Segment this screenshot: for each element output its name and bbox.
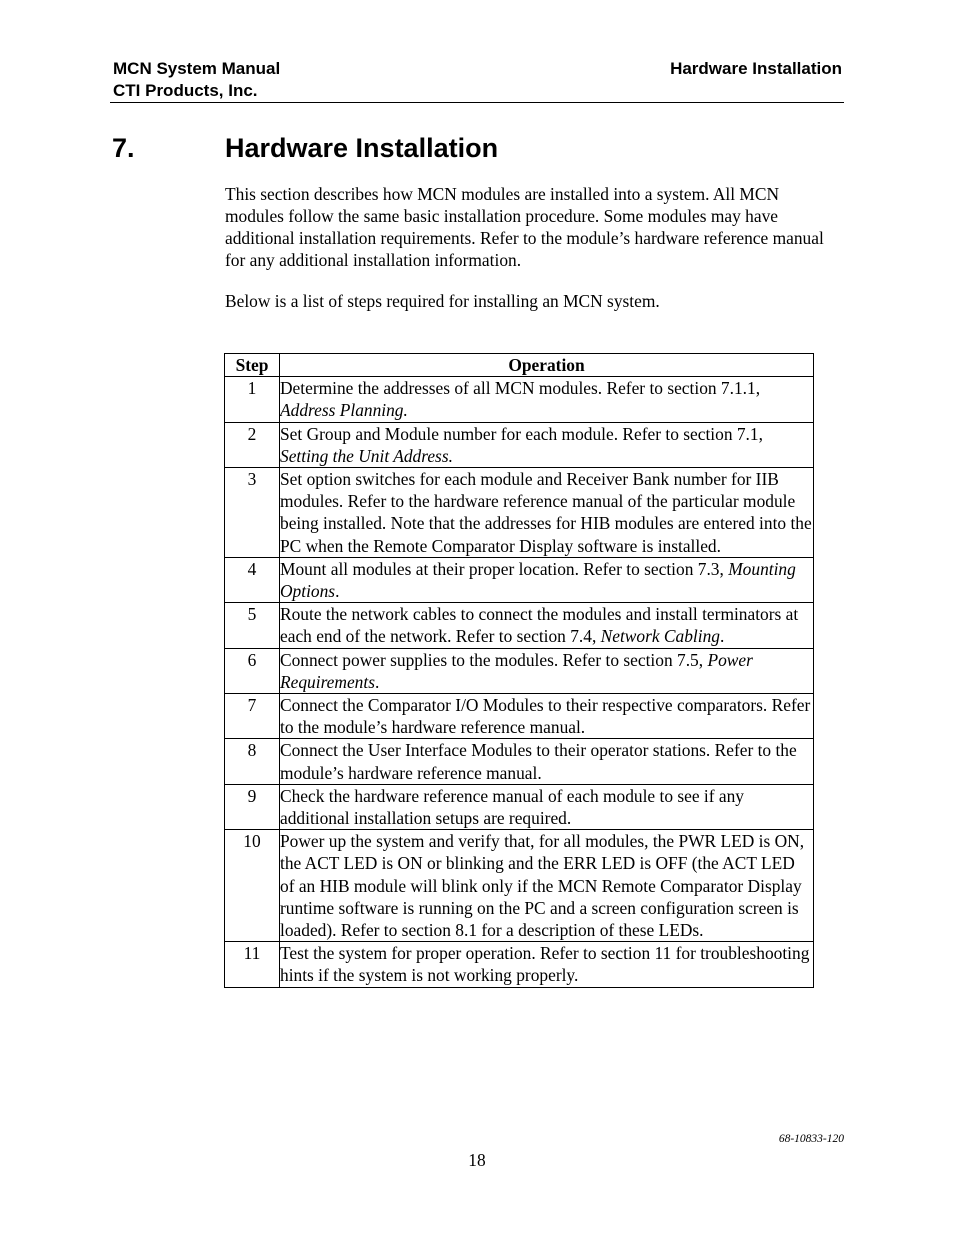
operation-text: Set Group and Module number for each module. Refer to section 7.1, bbox=[280, 423, 763, 444]
operation-text-end: . bbox=[719, 626, 725, 647]
step-operation bbox=[280, 694, 814, 739]
operation-text-end: . bbox=[374, 671, 380, 692]
step-number: 6 bbox=[225, 648, 280, 693]
step-number: 1 bbox=[225, 377, 280, 422]
table-row bbox=[225, 603, 814, 648]
step-number: 2 bbox=[225, 422, 280, 467]
table-body bbox=[225, 377, 814, 987]
step-operation bbox=[280, 648, 814, 693]
document-number: 68-10833-120 bbox=[778, 1133, 844, 1145]
step-number: 5 bbox=[225, 603, 280, 648]
company-name: CTI Products, Inc. bbox=[113, 81, 258, 100]
section-reference: Mounting Options bbox=[280, 558, 796, 602]
step-number: 4 bbox=[225, 557, 280, 602]
operation-text: Connect the Comparator I/O Modules to their respective comparators. Refer to the module’s hardware reference manual. bbox=[280, 695, 811, 738]
column-header-operation: Operation bbox=[280, 354, 814, 377]
table-row bbox=[225, 422, 814, 467]
section-title: Hardware Installation bbox=[225, 133, 499, 163]
step-operation bbox=[280, 603, 814, 648]
operation-text: Check the hardware reference manual of each module to see if any additional installation setups are required. bbox=[280, 785, 745, 829]
step-number: 9 bbox=[225, 784, 280, 829]
step-operation bbox=[280, 468, 814, 558]
operation-text: Connect the User Interface Modules to their operator stations. Refer to the module’s hardware reference manual. bbox=[280, 740, 797, 783]
section-reference: Address Planning. bbox=[280, 400, 408, 421]
column-header-step: Step bbox=[225, 354, 280, 377]
step-number: 8 bbox=[225, 739, 280, 784]
running-header-right: Hardware Installation bbox=[670, 59, 842, 78]
header-rule bbox=[110, 102, 844, 103]
operation-text: Power up the system and verify that, for all modules, the PWR LED is ON, the ACT LED is ON or blinking and the ERR LED is OFF (the ACT LED of an HIB module will blink only if the MCN Remote Comparator Display runtime software is running on the PC and a screen configuration screen is loaded). Refer to section 8.1 for a description of these LEDs. bbox=[280, 831, 805, 941]
section-reference: Power Requirements bbox=[280, 649, 753, 692]
operation-text: Route the network cables to connect the modules and install terminators at each end of the network. Refer to section 7.4, bbox=[280, 604, 799, 647]
step-operation bbox=[280, 830, 814, 942]
section-number: 7. bbox=[112, 133, 135, 163]
intro-paragraph: This section describes how MCN modules are installed into a system. All MCN modules follow the same basic installation procedure. Some modules may have additional installation requirements. Refer to the module’s hardware reference manual for any additional installation information. bbox=[225, 184, 824, 270]
operation-text-end: . bbox=[335, 581, 340, 602]
steps-lead-paragraph: Below is a list of steps required for installing an MCN system. bbox=[225, 291, 660, 311]
operation-text: Mount all modules at their proper location. Refer to section 7.3, bbox=[280, 558, 729, 579]
table-row bbox=[225, 694, 814, 739]
page-number: 18 bbox=[468, 1150, 486, 1170]
table-row bbox=[225, 377, 814, 422]
step-number: 10 bbox=[225, 830, 280, 942]
step-number: 3 bbox=[225, 468, 280, 558]
running-header-left bbox=[113, 58, 280, 102]
step-operation bbox=[280, 422, 814, 467]
table-row bbox=[225, 830, 814, 942]
step-operation bbox=[280, 557, 814, 602]
table-row bbox=[225, 784, 814, 829]
step-operation bbox=[280, 942, 814, 987]
step-operation bbox=[280, 377, 814, 422]
step-operation bbox=[280, 784, 814, 829]
installation-steps-table bbox=[224, 353, 814, 988]
manual-title: MCN System Manual bbox=[113, 59, 281, 78]
section-reference: Network Cabling bbox=[600, 626, 720, 647]
table-row bbox=[225, 468, 814, 558]
table-row bbox=[225, 942, 814, 987]
section-reference: Setting the Unit Address. bbox=[280, 445, 453, 466]
step-operation bbox=[280, 739, 814, 784]
operation-text: Set option switches for each module and Receiver Bank number for IIB modules. Refer to the hardware reference manual of the particular module being installed. Note that the addresses for HIB modules are entered into the PC when the Remote Comparator Display software is installed. bbox=[280, 469, 812, 556]
step-number: 7 bbox=[225, 694, 280, 739]
table-row bbox=[225, 557, 814, 602]
step-number: 11 bbox=[225, 942, 280, 987]
operation-text: Test the system for proper operation. Refer to section 11 for troubleshooting hints if the system is not working properly. bbox=[280, 943, 810, 986]
operation-text: Determine the addresses of all MCN modules. Refer to section 7.1.1, bbox=[280, 378, 761, 399]
table-row bbox=[225, 739, 814, 784]
table-row bbox=[225, 648, 814, 693]
operation-text: Connect power supplies to the modules. Refer to section 7.5, bbox=[280, 649, 708, 670]
table-header-row bbox=[225, 354, 814, 377]
